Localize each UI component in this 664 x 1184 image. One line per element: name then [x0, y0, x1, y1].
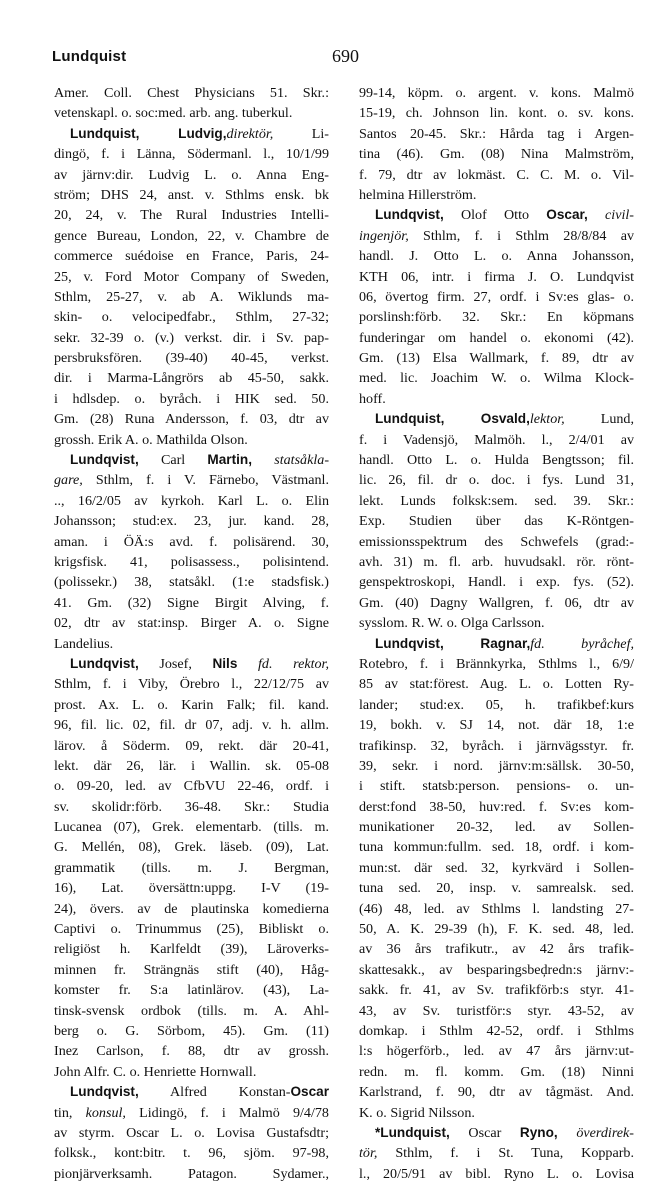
right-text-line: skattesakk., av besparingsbeḑredn:s järnv:- [359, 961, 634, 978]
entry-occupation: statsåkla- [274, 452, 329, 469]
entry-given-name: Martin, [207, 452, 252, 468]
left-text-line: ström; DHS 24, anst. v. Sthlms ensk. bk [54, 186, 329, 203]
left-text-line: grammatik (tills. m. J. Bergman, [54, 859, 329, 876]
left-text-line: Gm. (28) Runa Andersson, f. 03, dtr av [54, 411, 329, 428]
right-text-line: lekt. Lunds folksk:sem. sed. 39. Skr.: [359, 492, 634, 509]
left-text-line: Sthlm, f. i Viby, Örebro l., 22/12/75 av [54, 676, 329, 693]
left-text-line: i hdlsdep. o. byråch. i HIK sed. 50. [54, 390, 329, 407]
left-text-line: komster fr. S:a latinlärov. (43), La- [54, 982, 329, 999]
right-text-line: 06, övertog firm. 27, ordf. i Sv:es glas- o. [359, 288, 634, 305]
entry-given-name: Oscar [290, 1084, 329, 1100]
left-text-line: 25, v. Ford Motor Company of Sweden, [54, 268, 329, 285]
left-text-line: Lundquist, Ludvig,direktör, Li- [70, 125, 329, 142]
right-text-line: l., 20/5/91 av bibl. Ryno L. o. Lovisa [359, 1165, 634, 1182]
left-text-line: Lucanea (07), Grek. elementarb. (tills. m. [54, 819, 329, 836]
entry-occupation: gare, [54, 472, 83, 489]
left-text-line: krigsfisk. 41, polisassess., polisintend. [54, 553, 329, 570]
left-text-line: minnen fr. Strängnäs stift (40), Håg- [54, 961, 329, 978]
right-text-line: Santos 20-45. Skr.: Hårda tag i Argen- [359, 125, 634, 142]
running-head [52, 48, 624, 72]
right-text-line: i stift. statsb:person. pensions- o. un- [359, 778, 634, 795]
left-text-line: tin, konsul, Lidingö, f. i Malmö 9/4/78 [54, 1104, 329, 1121]
entry-occupation: lektor, [529, 411, 565, 428]
right-text-line: funderingar om handel o. ekonomi (42). [359, 329, 634, 346]
left-text-line: .., 16/2/05 av kyrkoh. Karl L. o. Elin [54, 492, 329, 509]
right-text-line: sakk. fr. 41, av Sv. trafikförb:s styr. 41- [359, 982, 634, 999]
right-text-line: f. i Vadensjö, Malmöh. l., 2/4/01 av [359, 431, 634, 448]
left-text-line: dir. i Marma-Långrörs ab 45-50, sakk. [54, 370, 329, 387]
right-text-line: porslinsh:förb. 32. Skr.: En köpmans [359, 309, 634, 326]
left-text-line: Inez Carlson, f. 88, dtr av grossh. [54, 1043, 329, 1060]
left-text-line: commerce suédoise en France, Paris, 24- [54, 248, 329, 265]
right-text-line: 99-14, köpm. o. argent. v. kons. Malmö [359, 85, 634, 101]
right-text-line: handl. J. Otto L. o. Anna Johansson, [359, 248, 634, 265]
right-text-line: derst:fond 38-50, huv:red. f. Sv:es kom- [359, 798, 634, 815]
entry-occupation: överdirek- [576, 1124, 634, 1141]
right-text-line: Gm. (13) Elsa Wallmark, f. 89, dtr av [359, 350, 634, 367]
right-text-line: (46) 48, led. av Sthlms l. landsting 27- [359, 900, 634, 917]
right-text-line: handl. Otto L. o. Hulda Bengtsson; fil. [359, 452, 634, 469]
right-text-line: tör, Sthlm, f. i St. Tuna, Kopparb. [359, 1145, 634, 1162]
entry-occupation: ingenjör, [359, 227, 409, 244]
left-text-line: G. Mellén, 08), Grek. läseb. (09), Lat. [54, 839, 329, 856]
left-text-line: vetenskapl. o. soc:med. arb. ang. tuberkul. [54, 105, 293, 122]
right-text-line: Karlstrand, f. 90, dtr av tågmäst. And. [359, 1084, 634, 1101]
left-text-line: John Alfr. C. o. Henriette Hornwall. [54, 1063, 257, 1080]
right-column [359, 83, 634, 1184]
left-text-line: 24), övers. av de plautinska komedierna [54, 900, 329, 917]
right-text-line: ingenjör, Sthlm, f. i Sthlm 28/8/84 av [359, 227, 634, 244]
right-text-line: redn. m. fl. komm. Gm. (18) Ninni [359, 1063, 634, 1080]
right-text-line: 39, sekr. i nord. järnv:m:sällsk. 30-50, [359, 757, 634, 774]
left-text-line: Sthlm, 25-27, v. ab A. Wiklunds ma- [54, 288, 329, 305]
right-text-line: l:s högerförb., led. av 47 års järnv:ut- [359, 1043, 634, 1060]
entry-surname: Lundqvist, [70, 655, 139, 671]
entry-occupation: fd. rektor, [258, 655, 329, 672]
right-text-line: lander; stud:ex. 05, h. trafikbef:kurs [359, 696, 634, 713]
left-text-line: aman. i ÖÄ:s avd. f. polisärend. 30, [54, 533, 329, 550]
right-text-line: lic. 26, fil. dr o. doc. i fys. Lund 31, [359, 472, 634, 489]
right-text-line: Gm. (40) Dagny Wallgren, f. 06, dtr av [359, 594, 634, 611]
left-text-line: Lundqvist, Josef, Nils fd. rektor, [70, 655, 329, 672]
left-text-line: skin- o. velocipedfabr., Sthlm, 27-32; [54, 309, 329, 326]
right-text-line: f. 79, dtr av lokmäst. C. C. M. o. Vil- [359, 166, 634, 183]
left-text-line: grossh. Erik A. o. Mathilda Olson. [54, 431, 248, 448]
right-text-line: 50, A. K. 29-39 (h), F. K. sed. 48, led. [359, 921, 634, 938]
left-text-line: sekr. 32-39 o. (v.) verkst. dir. i Sv. pap- [54, 329, 329, 346]
left-text-line: 02, dtr av stat:insp. Birger A. o. Signe [54, 615, 329, 632]
entry-occupation: direktör, [226, 125, 274, 142]
left-text-line: av järnv:dir. Ludvig L. o. Anna Eng- [54, 166, 329, 183]
right-text-line: trafikinsp. 32, byråch. i järnvägsstyr. fr. [359, 737, 634, 754]
left-text-line: sv. skolidr:förb. 36-48. Skr.: Studia [54, 798, 329, 815]
right-text-line: hoff. [359, 390, 386, 407]
entry-occupation: civil- [605, 207, 634, 224]
left-text-line: Amer. Coll. Chest Physicians 51. Skr.: [54, 85, 329, 101]
left-text-line: gence Bureau, London, 22, v. Chambre de [54, 227, 329, 244]
left-text-line: 41. Gm. (32) Signe Birgit Alving, f. [54, 594, 329, 611]
right-text-line: Exp. Studien über das K-Röntgen- [359, 513, 634, 530]
entry-surname: Lundquist, Osvald, [375, 411, 530, 427]
left-text-line: tinsk-svensk ordbok (tills. m. A. Ahl- [54, 1002, 329, 1019]
right-text-line: Lundquist, Osvald,lektor, Lund, [375, 411, 634, 428]
entry-surname: Lundquist, Ludvig, [70, 125, 227, 141]
right-text-line: 43, av Sv. turistför:s styr. 43-52, av [359, 1002, 634, 1019]
left-text-line: Landelius. [54, 635, 114, 652]
entry-given-name: Nils [212, 655, 238, 671]
left-text-line: lärov. å Söderm. 09, rekt. där 20-41, [54, 737, 329, 754]
right-text-line: K. o. Sigrid Nilsson. [359, 1104, 475, 1121]
left-text-line: av styrm. Oscar L. o. Lovisa Gustafsdtr; [54, 1124, 329, 1141]
entry-surname: Lundqvist, [70, 1084, 139, 1100]
entry-surname: Lundqvist, [70, 452, 139, 468]
left-text-line: gare, Sthlm, f. i V. Färnebo, Västmanl. [54, 472, 329, 489]
right-text-line: munikationer 20-32, led. av Sollen- [359, 819, 634, 836]
left-text-line: Lundqvist, Alfred Konstan-Oscar [70, 1084, 329, 1101]
left-text-line: Lundqvist, Carl Martin, statsåkla- [70, 452, 329, 469]
left-column [54, 83, 329, 1184]
right-text-line: Lundqvist, Olof Otto Oscar, civil- [375, 207, 634, 224]
right-text-line: helmina Hillerström. [359, 186, 477, 203]
right-text-line: tina (46). Gm. (08) Nina Malmström, [359, 146, 634, 163]
running-head-name: Lundquist [52, 48, 127, 65]
left-text-line: berg o. G. Sörbom, 45). Gm. (11) [54, 1022, 329, 1039]
left-text-line: lekt. där 26, lär. i Wallin. sk. 05-08 [54, 757, 329, 774]
right-text-line: avh. 31) m. fl. arb. huvudsakl. rör. rönt- [359, 553, 634, 570]
left-text-line: Captivi o. Trinummus (25), Bibliskt o. [54, 921, 329, 938]
entry-occupation: tör, [359, 1145, 378, 1162]
left-text-line: 96, fil. lic. 02, fil. dr 07, adj. v. h. allm. [54, 717, 329, 734]
left-text-line: persbruksfören. (39-40) 40-45, verkst. [54, 350, 329, 367]
right-text-line: genspektroskopi, Handl. i exp. fys. (52). [359, 574, 634, 591]
left-text-line: dingö, f. i Länna, Södermanl. l., 10/1/99 [54, 146, 329, 163]
right-text-line: Rotebro, f. i Brännkyrka, Sthlms l., 6/9/ [359, 655, 634, 672]
right-text-line [359, 634, 634, 654]
left-text-line: o. 09-20, led. av CfbVU 22-46, ordf. i [54, 778, 329, 795]
entry-occupation: konsul, [85, 1104, 126, 1121]
right-text-line: 15-19, ch. Johnson lin. kont. o. sv. kons. [359, 105, 634, 122]
right-text-line: *Lundquist, Oscar Ryno, överdirek- [375, 1124, 634, 1141]
right-text-line: mun:st. där sed. 32, kyrkvärd i Sollen- [359, 859, 634, 876]
right-text-line: tuna kommun:fullm. sed. 18, ordf. i kom- [359, 839, 634, 856]
right-text-line: med. lic. Joachim W. o. Wilma Klock- [359, 370, 634, 387]
left-text-line: prost. Ax. L. o. Karin Falk; fil. kand. [54, 696, 329, 713]
entry-given-name: Oscar, [546, 207, 588, 223]
right-text-line: av 36 års trafikutr., av 42 års trafik- [359, 941, 634, 958]
entry-surname: Lundqvist, Ragnar, [375, 635, 531, 651]
right-text-line: sysslom. R. W. o. Olga Carlsson. [359, 615, 545, 632]
left-text-line: Johansson; stud:ex. 23, jur. kand. 28, [54, 513, 329, 530]
right-text-line: KTH 06, intr. i firma J. O. Lundqvist [359, 268, 634, 285]
left-text-line: pionjärverksamh. Patagon. Sydamer., [54, 1165, 329, 1182]
entry-given-name: Ryno, [519, 1124, 558, 1140]
left-text-line: (polissekr.) 38, statsåkl. (1:e stadsfisk.) [54, 574, 329, 591]
entry-occupation: fd. byråchef, [530, 635, 634, 652]
right-text-line: tuna sed. 20, insp. v. samrealsk. sed. [359, 880, 634, 897]
entry-surname: *Lundquist, [375, 1124, 450, 1140]
page-number: 690 [332, 46, 359, 66]
right-text-line: 85 av stat:förest. Aug. L. o. Lotten Ry- [359, 676, 634, 693]
right-text-line: domkap. i Sthlm 42-52, ordf. i Sthlms [359, 1022, 634, 1039]
left-text-line: 16), Lat. översättn:uppg. I-V (19- [54, 880, 329, 897]
left-text-line: religiöst h. Karlfeldt (39), Läroverks- [54, 941, 329, 958]
left-text-line: 20, 24, v. The Rural Industries Intelli- [54, 207, 329, 224]
entry-surname: Lundqvist, [375, 207, 444, 223]
right-text-line: emissionsspektrum des Schwefels (grad:- [359, 533, 634, 550]
left-text-line: folksk., kont:bitr. t. 96, sjöm. 97-98, [54, 1145, 329, 1162]
right-text-line: 19, bokh. v. SJ 14, not. där 18, 1:e [359, 717, 634, 734]
